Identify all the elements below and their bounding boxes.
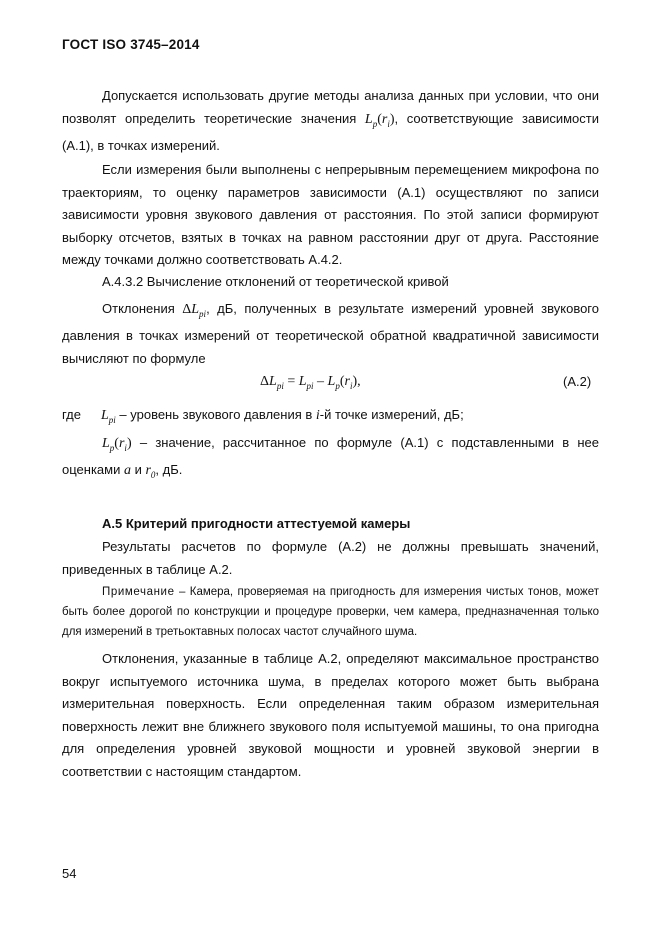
note-text: – Камера, проверяемая на пригодность для измерения чистых тонов, может быть более дорогой по конструкции и процедуре проверки, чем камера, предназначенная только для измерений в третьоктавных полосах частот случайного шума. — [62, 586, 599, 638]
where-label: где — [62, 407, 81, 422]
paragraph-deviations: Отклонения $\Delta L_{pi}$, дБ, полученных в результате измерений уровней звукового давления в точках измерений от теоретической обратной квадратичной зависимости вычисляют по формуле — [62, 301, 599, 366]
formula-a2: $\Delta L_{pi} = L_{pi} - L_p(r_i)$, — [260, 374, 361, 391]
formula-delta-lpi: $L_{pi}$ — [191, 302, 207, 319]
paragraph-methods-text-b: , соответствующие зависимости (А.1), в точках измерений. — [62, 110, 599, 153]
paragraph-deviations-text-a: Отклонения — [102, 301, 183, 316]
note — [62, 582, 599, 642]
where-line-2: $L_p(r_i)$ – значение, рассчитанное по формуле (А.1) с подставленными в нее оценками a и $r_0$, дБ. — [62, 435, 599, 481]
paragraph-results: Результаты расчетов по формуле (А.2) не должны превышать значений, приведенных в таблице А.2. — [62, 539, 599, 577]
paragraph-space: Отклонения, указанные в таблице А.2, определяют максимальное пространство вокруг испытуемого источника шума, в пределах которого может быть выбрана измерительная поверхность. Если определенная таким образом измерительная поверхность лежит вне ближнего звукового поля испытуемой машины, то она пригодна для определения уровней звуковой мощности и уровней звуковой энергии в соответствии с настоящим стандартом. — [62, 651, 599, 779]
paragraph-continuous: Если измерения были выполнены с непрерывным перемещением микрофона по траекториям, то оценку параметров зависимости (А.1) осуществляют по записи зависимости уровня звукового давления от расстояния. По этой записи формируют выборку отсчетов, взятых в точках на равном расстоянии друг от друга. Расстояние между точками должно соответствовать А.4.2. — [62, 162, 599, 267]
note-label: Примечание — [102, 586, 175, 598]
formula-lp-ri: $L_p$ — [364, 111, 378, 129]
document-header: ГОСТ ISO 3745–2014 — [62, 37, 200, 52]
clause-heading: А.4.3.2 Вычисление отклонений от теоретической кривой — [102, 274, 449, 289]
paragraph-methods: Допускается использовать другие методы анализа данных при условии, что они позволят определить теоретические значения $L_p(r_i)$, соответствующие зависимости (А.1), в точках измерений. — [62, 88, 599, 153]
paragraph-methods-text-a: Допускается использовать другие методы анализа данных при условии, что они позволят определить теоретические значения — [62, 88, 599, 126]
section-title: А.5 Критерий пригодности аттестуемой камеры — [102, 516, 411, 531]
where-line-1: где $L_{pi}$ – уровень звукового давления в i-й точке измерений, дБ; — [62, 407, 464, 425]
paragraph-deviations-text-b: , дБ, полученных в результате измерений уровней звукового давления в точках измерений от теоретической обратной квадратичной зависимости вычисляют по формуле — [62, 301, 599, 366]
page-number: 54 — [62, 866, 77, 881]
formula-number: (А.2) — [563, 374, 592, 389]
